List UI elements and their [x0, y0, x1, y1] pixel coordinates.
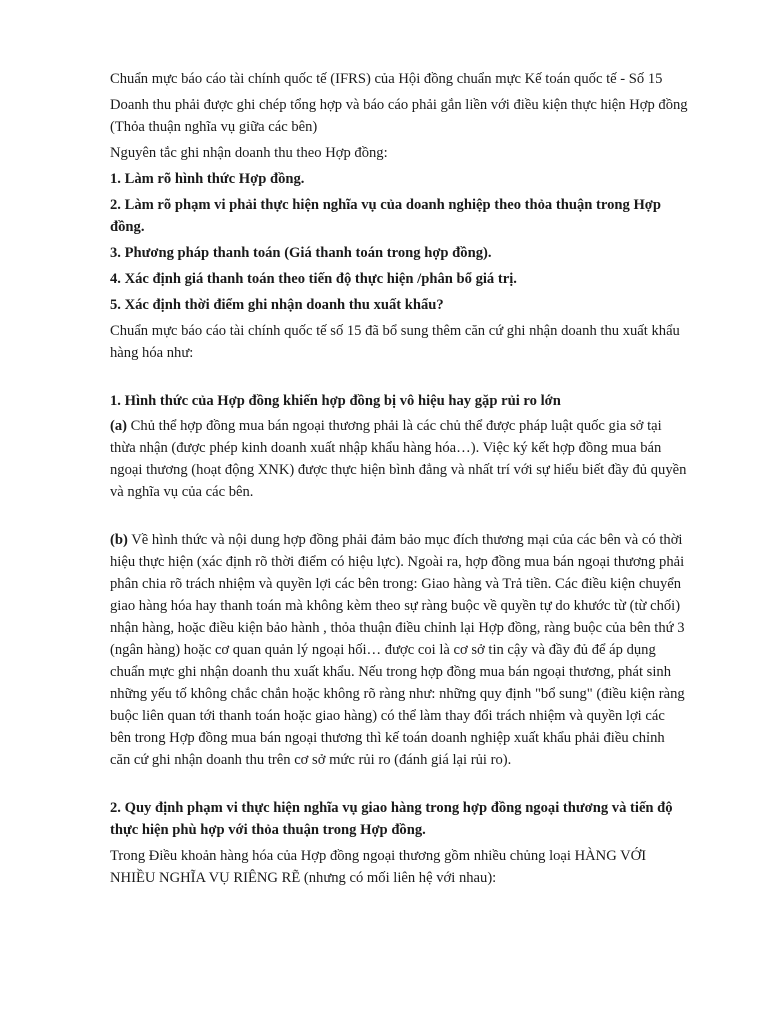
- principles-heading: Nguyên tắc ghi nhận doanh thu theo Hợp đồng:: [110, 145, 388, 161]
- intro-title: Chuẩn mực báo cáo tài chính quốc tế (IFRS) của Hội đồng chuẩn mực Kế toán quốc tế - Số 15: [110, 71, 663, 87]
- section1-para-a: [110, 415, 688, 503]
- section1-para-b: [110, 529, 688, 771]
- principle-item: 3. Phương pháp thanh toán (Giá thanh toán trong hợp đồng).: [110, 245, 492, 261]
- section2-heading: 2. Quy định phạm vi thực hiện nghĩa vụ giao hàng trong hợp đồng ngoại thương và tiến độ thực hiện phù hợp với thỏa thuận trong Hợp đồng.: [110, 800, 673, 838]
- para-b-text: Về hình thức và nội dung hợp đồng phải đảm bảo mục đích thương mại của các bên và có thời hiệu thực hiện (xác định rõ thời điểm có hiệu lực). Ngoài ra, hợp đồng mua bán ngoại thương phải phân chia rõ trách nhiệm và quyền lợi các bên trong: Giao hàng và Trả tiền. Các điều kiện chuyển giao hàng hóa hay thanh toán mà không kèm theo sự ràng buộc về quyền tự do khước từ (từ chối) nhận hàng, hoặc điều kiện bảo hành , thỏa thuận điều chỉnh lại Hợp đồng, ràng buộc của bên thứ 3 (ngân hàng) hoặc cơ quan quản lý ngoại hối… được coi là cơ sở tin cậy và đầy đủ để áp dụng chuẩn mực ghi nhận doanh thu xuất khẩu. Nếu trong hợp đồng mua bán ngoại thương, phát sinh những yếu tố không chắc chắn hoặc không rõ ràng như: những quy định "bổ sung" (điều kiện ràng buộc liên quan tới thanh toán hoặc giao hàng) có thể làm thay đổi trách nhiệm và quyền lợi các bên trong Hợp đồng mua bán ngoại thương thì kế toán doanh nghiệp xuất khẩu phải điều chỉnh căn cứ ghi nhận doanh thu trên cơ sở mức rủi ro (đánh giá lại rủi ro).: [110, 532, 685, 768]
- supplement-text: Chuẩn mực báo cáo tài chính quốc tế số 15 đã bổ sung thêm căn cứ ghi nhận doanh thu xuất khẩu hàng hóa như:: [110, 323, 680, 361]
- para-a-text: Chủ thể hợp đồng mua bán ngoại thương phải là các chủ thể được pháp luật quốc gia sở tại thừa nhận (được phép kinh doanh xuất nhập khẩu hàng hóa…). Việc ký kết hợp đồng mua bán ngoại thương (hoạt động XNK) được thực hiện bình đẳng và nhất trí với sự hiểu biết đầy đủ quyền và nghĩa vụ của các bên.: [110, 418, 687, 500]
- para-b-label: (b): [110, 532, 128, 548]
- principle-item: 4. Xác định giá thanh toán theo tiến độ thực hiện /phân bổ giá trị.: [110, 271, 517, 287]
- section2-body: Trong Điều khoản hàng hóa của Hợp đồng ngoại thương gồm nhiều chủng loại HÀNG VỚI NHIỀU NGHĨA VỤ RIÊNG RẼ (nhưng có mối liên hệ với nhau):: [110, 848, 647, 886]
- para-a-label: (a): [110, 418, 128, 434]
- principle-item: 5. Xác định thời điểm ghi nhận doanh thu xuất khẩu?: [110, 297, 444, 313]
- principle-item: 1. Làm rõ hình thức Hợp đồng.: [110, 171, 305, 187]
- principle-item: 2. Làm rõ phạm vi phải thực hiện nghĩa vụ của doanh nghiệp theo thỏa thuận trong Hợp đồng.: [110, 197, 661, 235]
- section1-heading: 1. Hình thức của Hợp đồng khiến hợp đồng bị vô hiệu hay gặp rủi ro lớn: [110, 393, 561, 409]
- intro-body: Doanh thu phải được ghi chép tổng hợp và báo cáo phải gắn liền với điều kiện thực hiện Hợp đồng (Thỏa thuận nghĩa vụ giữa các bên): [110, 97, 688, 135]
